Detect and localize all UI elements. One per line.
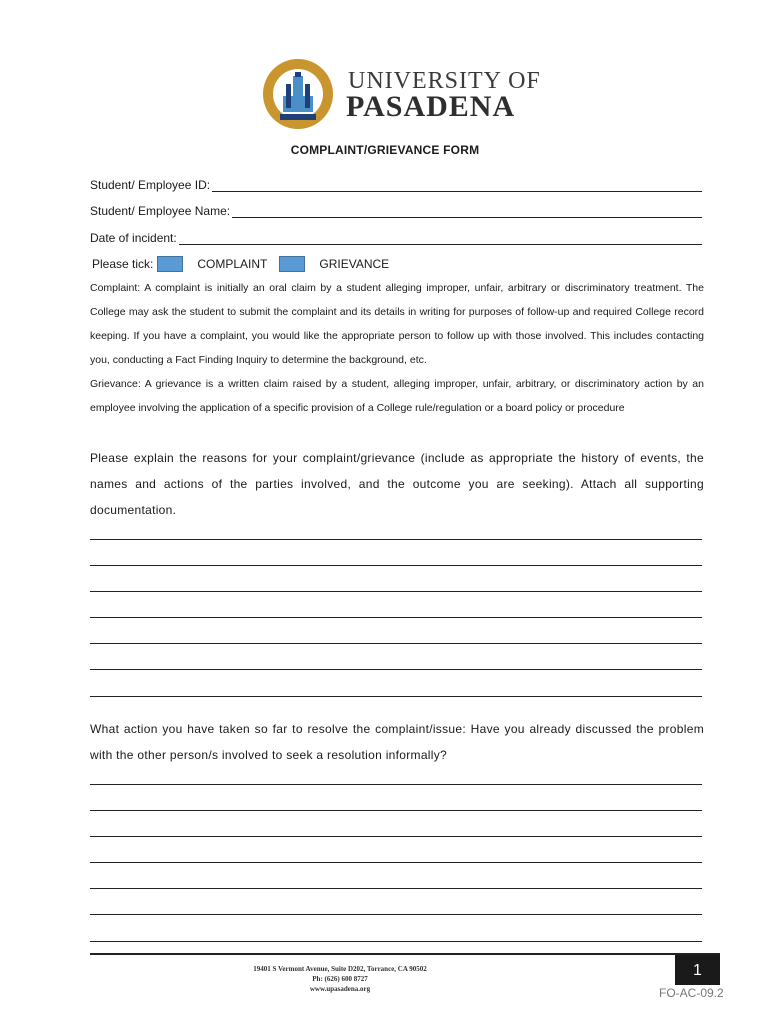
answer-line[interactable]: [90, 643, 702, 644]
question-reasons: Please explain the reasons for your complaint/grievance (include as appropriate the history of events, the names and actions of the parties involved, and the outcome you are seeking). Attach all supporting documentation.: [90, 451, 704, 517]
answer-line[interactable]: [90, 696, 702, 697]
incident-date-line[interactable]: [179, 232, 702, 245]
answer-line[interactable]: [90, 888, 702, 889]
form-code: FO-AC-09.2: [659, 986, 724, 1000]
logo-university-of: UNIVERSITY OF: [348, 68, 541, 94]
student-id-field[interactable]: [90, 178, 702, 192]
tick-row: [92, 256, 397, 272]
grievance-checkbox[interactable]: [279, 256, 305, 272]
answer-line[interactable]: [90, 784, 702, 785]
university-seal-icon: [262, 58, 334, 130]
complaint-option-label: COMPLAINT: [197, 257, 268, 271]
answer-line[interactable]: [90, 862, 702, 863]
incident-date-label: Date of incident:: [90, 231, 177, 245]
please-tick-label: Please tick:: [92, 257, 154, 271]
complaint-definition: Complaint: A complaint is initially an oral claim by a student alleging improper, unfair, arbitrary or discriminatory treatment. The College may ask the student to submit the complaint and its details in writing for purposes of follow-up and required College record keeping. If you have a complaint, you would like the appropriate person to follow up with those involved. This includes contacting you, conducting a Fact Finding Inquiry to determine the background, etc.: [90, 282, 704, 366]
footer-website: www.upasadena.org: [309, 985, 371, 993]
answer-line[interactable]: [90, 810, 702, 811]
footer-address-block: [0, 964, 680, 994]
student-id-line[interactable]: [212, 179, 702, 192]
answer-line[interactable]: [90, 941, 702, 942]
student-name-line[interactable]: [232, 205, 702, 218]
answer-line[interactable]: [90, 565, 702, 566]
footer-phone: Ph: (626) 600 8727: [312, 975, 368, 983]
student-name-label: Student/ Employee Name:: [90, 204, 231, 218]
complaint-checkbox[interactable]: [157, 256, 183, 272]
incident-date-field[interactable]: [90, 231, 702, 245]
answer-line[interactable]: [90, 836, 702, 837]
student-name-field[interactable]: [90, 204, 702, 218]
answer-line[interactable]: [90, 914, 702, 915]
university-logo: [262, 58, 552, 130]
student-id-label: Student/ Employee ID:: [90, 178, 211, 192]
footer-address: 19401 S Vermont Avenue, Suite D202, Torrance, CA 90502: [253, 965, 427, 973]
grievance-definition: Grievance: A grievance is a written claim raised by a student, alleging improper, unfair, arbitrary, or discriminatory action by an employee involving the application of a specific provision of a College rule/regulation or a board policy or procedure: [90, 378, 704, 414]
form-title: COMPLAINT/GRIEVANCE FORM: [290, 143, 480, 157]
answer-line[interactable]: [90, 591, 702, 592]
answer-line[interactable]: [90, 617, 702, 618]
answer-line[interactable]: [90, 539, 702, 540]
grievance-option-label: GRIEVANCE: [319, 257, 390, 271]
footer-divider: [90, 953, 720, 955]
question-actions: What action you have taken so far to resolve the complaint/issue: Have you already discussed the problem with the other person/s involved to seek a resolution informally?: [90, 722, 704, 762]
logo-pasadena: PASADENA: [346, 90, 516, 123]
answer-line[interactable]: [90, 669, 702, 670]
page-number: 1: [675, 955, 720, 985]
